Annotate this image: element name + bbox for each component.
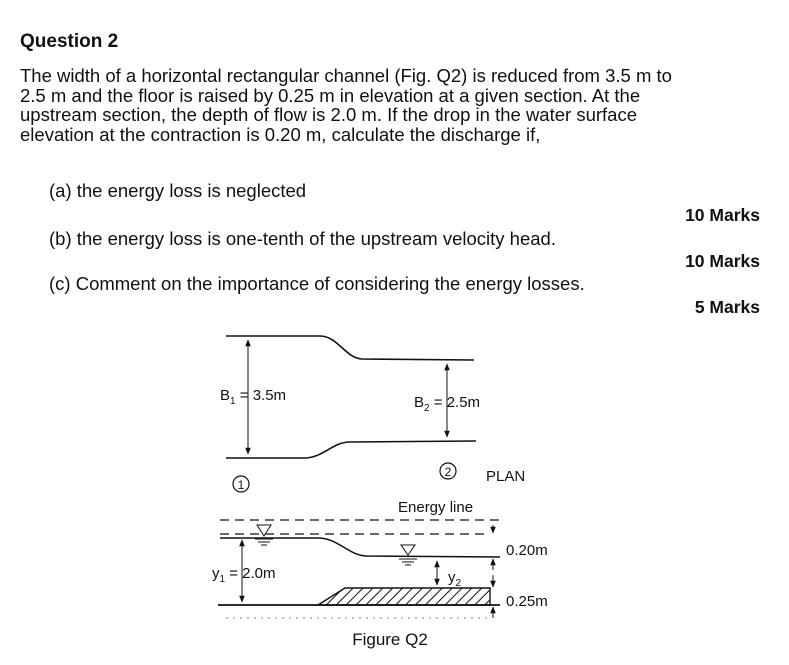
plan-top-wall xyxy=(226,336,474,360)
part-b-text: (b) the energy loss is one-tenth of the upstream velocity head. xyxy=(49,228,556,249)
water-surface xyxy=(220,538,500,557)
question-line-2: 2.5 m and the floor is raised by 0.25 m in elevation at a given section. At the xyxy=(20,84,641,106)
question-line-3: upstream section, the depth of flow is 2.0 m. If the drop in the water surface xyxy=(20,104,637,125)
y1-label: $y_1 = 2.0m$ xyxy=(212,565,276,585)
figure-caption: Figure Q2 xyxy=(352,630,428,649)
part-a-marks: 10 Marks xyxy=(685,205,760,225)
plan-view xyxy=(220,336,525,492)
drop-label: 0.20m xyxy=(506,542,548,559)
section-2-number: 2 xyxy=(444,465,452,479)
water-level-symbol-1-icon xyxy=(255,525,273,545)
plan-bottom-wall xyxy=(226,441,476,458)
question-line-4: elevation at the contraction is 0.20 m, calculate the discharge if, xyxy=(20,123,541,145)
question-title: Question 2 xyxy=(20,31,119,52)
b1-label: $B_1 = 3.5m$ xyxy=(220,387,287,407)
part-a-text: (a) the energy loss is neglected xyxy=(49,180,307,201)
plan-label: PLAN xyxy=(486,468,526,485)
y2-label: $y_2$ xyxy=(448,569,462,589)
elevation-view xyxy=(212,499,548,618)
step-label: 0.25m xyxy=(506,593,548,610)
part-c-marks: 5 Marks xyxy=(694,297,760,317)
b2-label: $B_2 = 2.5m$ xyxy=(414,394,481,414)
water-level-symbol-2-icon xyxy=(399,545,417,565)
energy-line-label: Energy line xyxy=(398,499,474,516)
part-b-marks: 10 Marks xyxy=(685,251,760,271)
section-1-number: 1 xyxy=(237,478,245,492)
raised-floor-step xyxy=(318,588,490,605)
part-c-text: (c) Comment on the importance of considering the energy losses. xyxy=(49,273,585,294)
question-line-1: The width of a horizontal rectangular channel (Fig. Q2) is reduced from 3.5 m to xyxy=(20,65,672,86)
